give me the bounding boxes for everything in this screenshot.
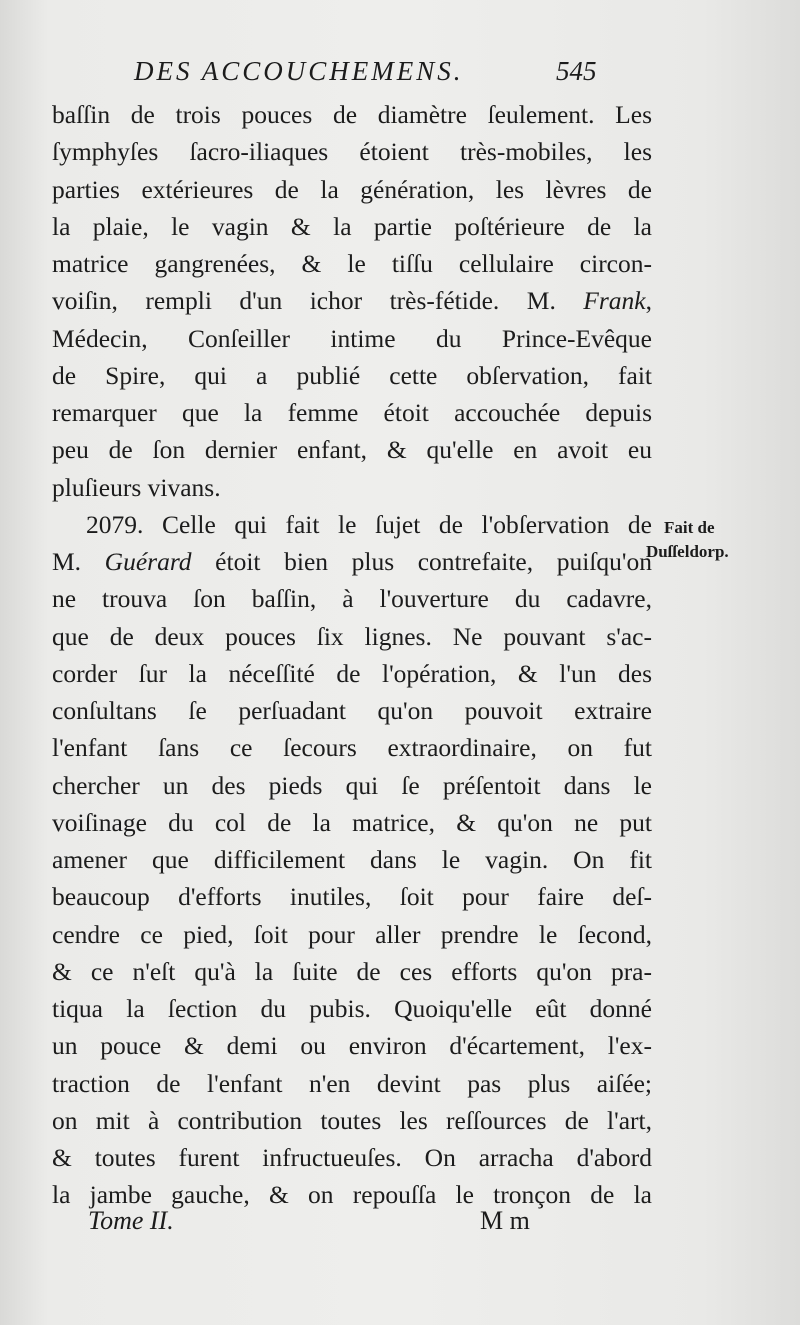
- text-line: traction de l'enfant n'en devint pas plus aiſée;: [52, 1068, 652, 1098]
- text-line: matrice gangrenées, & le tiſſu cellulaire circon-: [52, 249, 652, 278]
- running-title: DES ACCOUCHEMENS.: [134, 56, 464, 86]
- text-line: pluſieurs vivans.: [52, 472, 221, 502]
- text-line: conſultans ſe perſuadant qu'on pouvoit extraire: [52, 696, 652, 725]
- text-line: & ce n'eſt qu'à la ſuite de ces efforts qu'on pra-: [52, 956, 652, 986]
- margin-note-line: Duſſeldorp.: [646, 542, 729, 561]
- signature-mark: M m: [480, 1206, 530, 1235]
- text-line: l'enfant ſans ce ſecours extraordinaire, on fut: [52, 733, 652, 763]
- margin-note-line: Fait de: [664, 518, 715, 537]
- page-number: 545: [556, 56, 597, 86]
- body-text: [52, 96, 652, 1214]
- text-line: remarquer que la femme étoit accouchée depuis: [52, 398, 652, 427]
- text-line: voiſinage du col de la matrice, & qu'on ne put: [52, 807, 652, 837]
- volume-label: Tome II.: [88, 1206, 174, 1235]
- text-line: tiqua la ſection du pubis. Quoiqu'elle eût donné: [52, 994, 652, 1023]
- text-line: la jambe gauche, & on repouſſa le tronçon de la: [52, 1180, 652, 1210]
- text-line: de Spire, qui a publié cette obſervation, fait: [52, 360, 652, 390]
- text-line: parties extérieures de la génération, les lèvres de: [52, 174, 652, 204]
- text-line: voiſin, rempli d'un ichor très-fétide. M. Frank,: [52, 286, 652, 316]
- text-line: que de deux pouces ſix lignes. Ne pouvant s'ac-: [52, 621, 652, 651]
- text-line: on mit à contribution toutes les reſſources de l'art,: [52, 1105, 652, 1135]
- text-line: corder ſur la néceſſité de l'opération, & l'un des: [52, 658, 652, 688]
- paragraph-start-line: 2079. Celle qui fait le ſujet de l'obſervation de: [86, 509, 652, 539]
- text-line: peu de ſon dernier enfant, & qu'elle en avoit eu: [52, 435, 652, 465]
- text-line: & toutes furent infructueuſes. On arracha d'abord: [52, 1143, 652, 1172]
- text-line: ne trouva ſon baſſin, à l'ouverture du cadavre,: [52, 584, 652, 614]
- text-line: M. Guérard étoit bien plus contrefaite, puiſqu'on: [52, 547, 652, 576]
- text-line: un pouce & demi ou environ d'écartement, l'ex-: [52, 1031, 652, 1061]
- text-line: ſymphyſes ſacro-iliaques étoient très-mobiles, les: [52, 137, 652, 167]
- text-line: baſſin de trois pouces de diamètre ſeulement. Les: [52, 100, 652, 129]
- text-line: Médecin, Conſeiller intime du Prince-Evêque: [52, 323, 652, 353]
- margin-note: [646, 516, 794, 564]
- text-line: amener que difficilement dans le vagin. On fit: [52, 845, 652, 874]
- text-line: cendre ce pied, ſoit pour aller prendre le ſecond,: [52, 919, 652, 949]
- page-footer: [88, 1206, 558, 1242]
- text-line: la plaie, le vagin & la partie poſtérieure de la: [52, 211, 652, 241]
- running-head: [134, 56, 614, 96]
- text-line: beaucoup d'efforts inutiles, ſoit pour faire deſ-: [52, 882, 652, 912]
- text-line: chercher un des pieds qui ſe préſentoit dans le: [52, 770, 652, 800]
